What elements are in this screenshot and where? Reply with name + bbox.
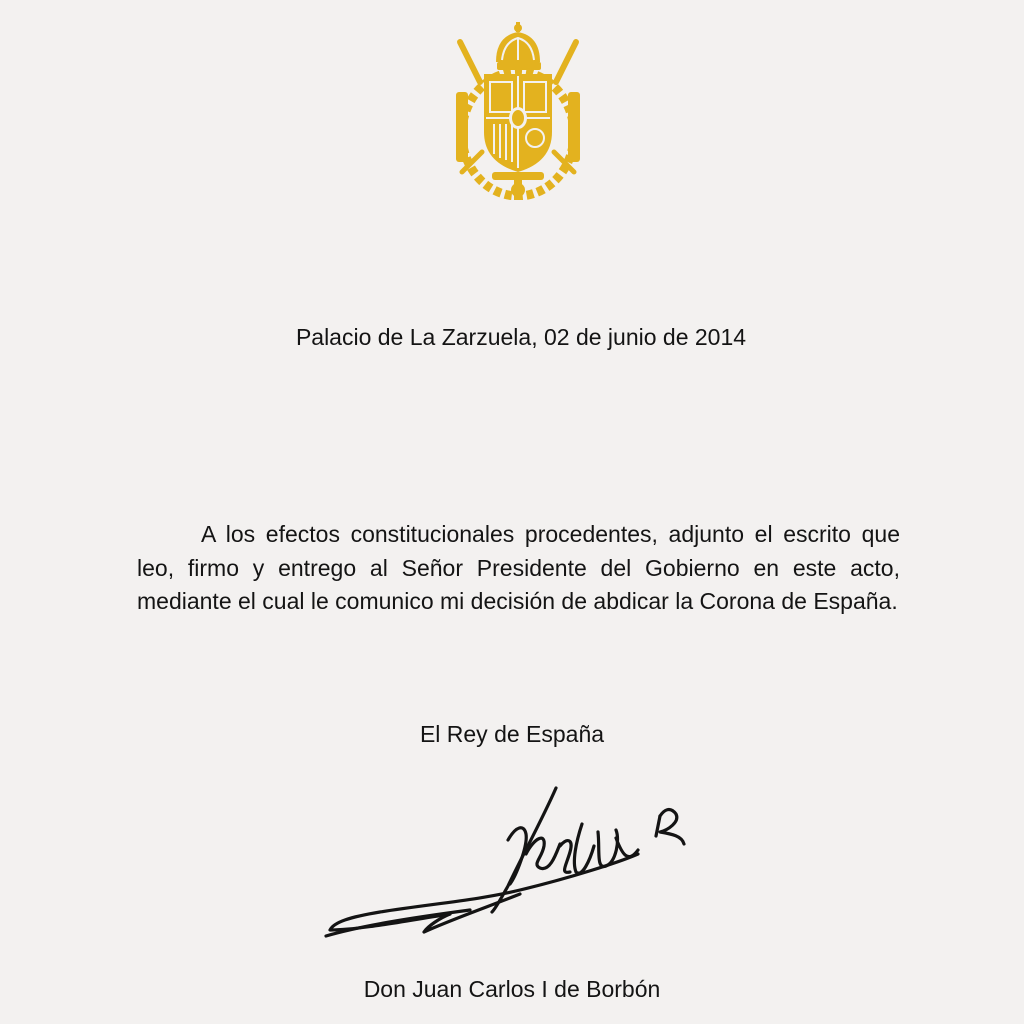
signer-title: El Rey de España (419, 721, 605, 747)
place-and-date: Palacio de La Zarzuela, 02 de junio de 2014 (295, 324, 747, 350)
signer-name: Don Juan Carlos I de Borbón (363, 976, 661, 1002)
handwritten-signature-icon (320, 780, 720, 950)
letter-body: A los efectos constitucionales procedentes, adjunto el escrito que leo, firmo y entrego al Señor Presidente del Gobierno en este acto, mediante el cual le comunico mi decisión de abdicar la Corona de España. (137, 521, 900, 614)
royal-coat-of-arms-icon (452, 22, 584, 200)
